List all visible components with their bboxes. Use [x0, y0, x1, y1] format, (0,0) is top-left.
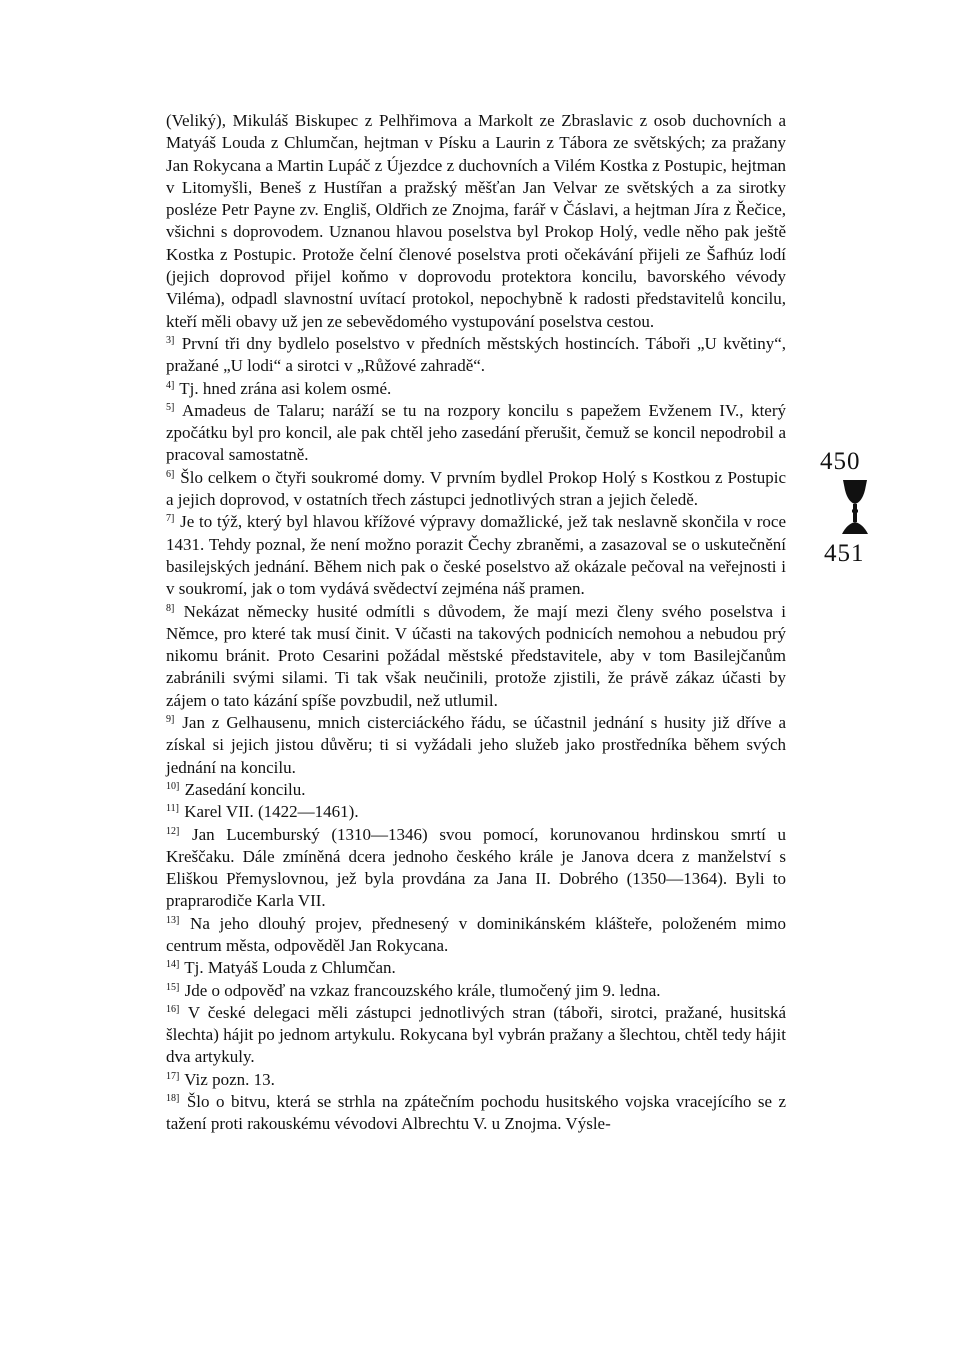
footnote — [166, 801, 786, 823]
footnote-number: 10] — [166, 780, 180, 792]
footnote-number: 4] — [166, 379, 175, 391]
footnote — [166, 957, 786, 979]
footnote-number: 5] — [166, 401, 175, 413]
footnote-number: 12] — [166, 825, 180, 837]
footnote-number: 13] — [166, 914, 180, 926]
footnote — [166, 601, 786, 712]
footnote-number: 8] — [166, 602, 175, 614]
footnote-number: 6] — [166, 468, 175, 480]
page-number-bottom: 451 — [824, 540, 865, 567]
footnote — [166, 913, 786, 958]
footnote — [166, 1091, 786, 1136]
footnote — [166, 980, 786, 1002]
footnote-number: 9] — [166, 714, 175, 726]
footnote-text: Šlo celkem o čtyři soukromé domy. V prvním bydlel Prokop Holý s Kostkou z Postupic a jejich doprovod, v ostatních třech zástupci jednotlivých stran a jejich čeledě. — [166, 467, 787, 510]
footnote-number: 18] — [166, 1093, 180, 1105]
footnote — [166, 779, 786, 801]
footnote — [166, 1002, 786, 1069]
footnote-text: Zasedání koncilu. — [184, 779, 306, 799]
footnote-number: 15] — [166, 981, 180, 993]
footnote-number: 7] — [166, 513, 175, 525]
footnote-text: Tj. hned zrána asi kolem osmé. — [179, 378, 392, 398]
footnote — [166, 378, 786, 400]
footnote-number: 11] — [166, 803, 179, 815]
footnote — [166, 400, 786, 467]
footnote — [166, 824, 786, 913]
footnote-text: Šlo o bitvu, která se strhla na zpátečním pochodu husitského vojska vracejícího se z tažení proti rakouskému vévodovi Albrechtu V. u Znojma. Výsle- — [166, 1092, 787, 1134]
footnote-number: 17] — [166, 1070, 180, 1082]
footnote-text: Je to týž, který byl hlavou křížové výpravy domažlické, jež tak neslavně skončila v roce 1431. Tehdy poznal, že není možno porazit Čechy zbraněmi, a zasazoval se o uskutečnění basilejských jednání. Během nich pak o české poselstvo až okázale pečoval na veřejnosti i v soukromí, jak o tom vydává svědectví zejména náš pramen. — [166, 512, 787, 599]
footnote-text: Karel VII. (1422—1461). — [184, 802, 359, 822]
notes-text-block — [166, 110, 786, 1136]
footnote-text: Jde o odpověď na vzkaz francouzského krále, tlumočený jim 9. ledna. — [184, 980, 661, 1000]
footnote-text: Jan z Gelhausenu, mnich cisterciáckého řádu, se účastnil jednání s husity již dříve a získal si jejich jistou důvěru; ti si vyžádali jeho služeb jako prostředníka během svých jednání na koncilu. — [166, 713, 786, 777]
footnote — [166, 1069, 786, 1091]
footnote-number: 14] — [166, 959, 180, 971]
footnote-text: Amadeus de Talaru; naráží se tu na rozpory koncilu s papežem Evženem IV., který zpočátku byl pro koncil, ale pak chtěl jeho zasedání přerušit, čemuž se koncil nepodrobil a pracoval samostatně. — [166, 400, 787, 465]
footnote-text: Tj. Matyáš Louda z Chlumčan. — [184, 958, 396, 978]
page-number-top: 450 — [820, 448, 861, 475]
intro-paragraph: (Veliký), Mikuláš Biskupec z Pelhřimova a Markolt ze Zbraslavic z osob duchovních a Matyáš Louda z Chlumčan, hejtman v Písku a Laurin z Tábora ze světských; za pražany Jan Rokycana a Martin Lupáč z Újezdce z duchovních a Vilém Kostka z Postupic, hejtman v Litomyšli, Beneš z Hustířan a pražský měšťan Jan Velvar ze světských a za sirotky posléze Petr Payne zv. Engliš, Oldřich ze Znojma, farář v Čáslavi, a hejtman Jíra z Řečice, všichni s doprovodem. Uznanou hlavou poselstva byl Prokop Holý, vedle něho pak ještě Kostka z Postupic. Protože čelní členové poselstva proti očekávání přijeli ze Šafhúz lodí (jejich doprovod přijel koňmo v doprovodu protektora koncilu, bavorského vévody Viléma), odpadl slavnostní uvítací protokol, nepochybně k radosti představitelů koncilu, kteří měli obavy už jen ze sebevědomého vystupování poselstva cestou. — [166, 111, 786, 331]
footnote-number: 3] — [166, 334, 175, 346]
chalice-icon — [840, 480, 870, 536]
footnote — [166, 712, 786, 779]
footnote-text: Viz pozn. 13. — [184, 1069, 275, 1089]
footnote — [166, 333, 786, 378]
notes-list — [166, 333, 786, 1136]
footnote — [166, 467, 786, 512]
footnote-text: Jan Lucemburský (1310—1346) svou pomocí, korunovanou hrdinskou smrtí u Kreščaku. Dále zmíněná dcera jednoho českého krále je Janova dcera z manželství s Eliškou Přemyslovnou, jež byla provdána za Jana II. Dobrého (1350—1364). Byli to praprarodiče Karla VII. — [166, 824, 787, 911]
footnote — [166, 511, 786, 600]
footnote-text: Nekázat německy husité odmítli s důvodem, že mají mezi členy svého poselstva i Němce, pro které tak musí činit. V účasti na takových podnicích nemohou a nebudou prý nikomu bránit. Proto Cesarini požádal městské představitele, aby v tom Basilejčanům zabránili svými silami. Ti tak však neučinili, protože zjistili, že právě zákaz účasti by zájem o tato kázání spíše povzbudil, než utlumil. — [166, 601, 786, 710]
footnote-text: V české delegaci měli zástupci jednotlivých stran (táboři, sirotci, pražané, husitská šlechta) hájit po jednom artykulu. Rokycana byl vybrán pražany a šlechtou, chtěl tedy hájit dva artykuly. — [166, 1002, 786, 1067]
footnote-number: 16] — [166, 1003, 180, 1015]
footnote-text: Na jeho dlouhý projev, přednesený v dominikánském klášteře, položeném mimo centrum města, odpověděl Jan Rokycana. — [166, 913, 787, 955]
footnote-text: První tři dny bydlelo poselstvo v předních městských hostincích. Táboři „U květiny“, pražané „U lodi“ a sirotci v „Růžové zahradě“. — [166, 333, 786, 376]
